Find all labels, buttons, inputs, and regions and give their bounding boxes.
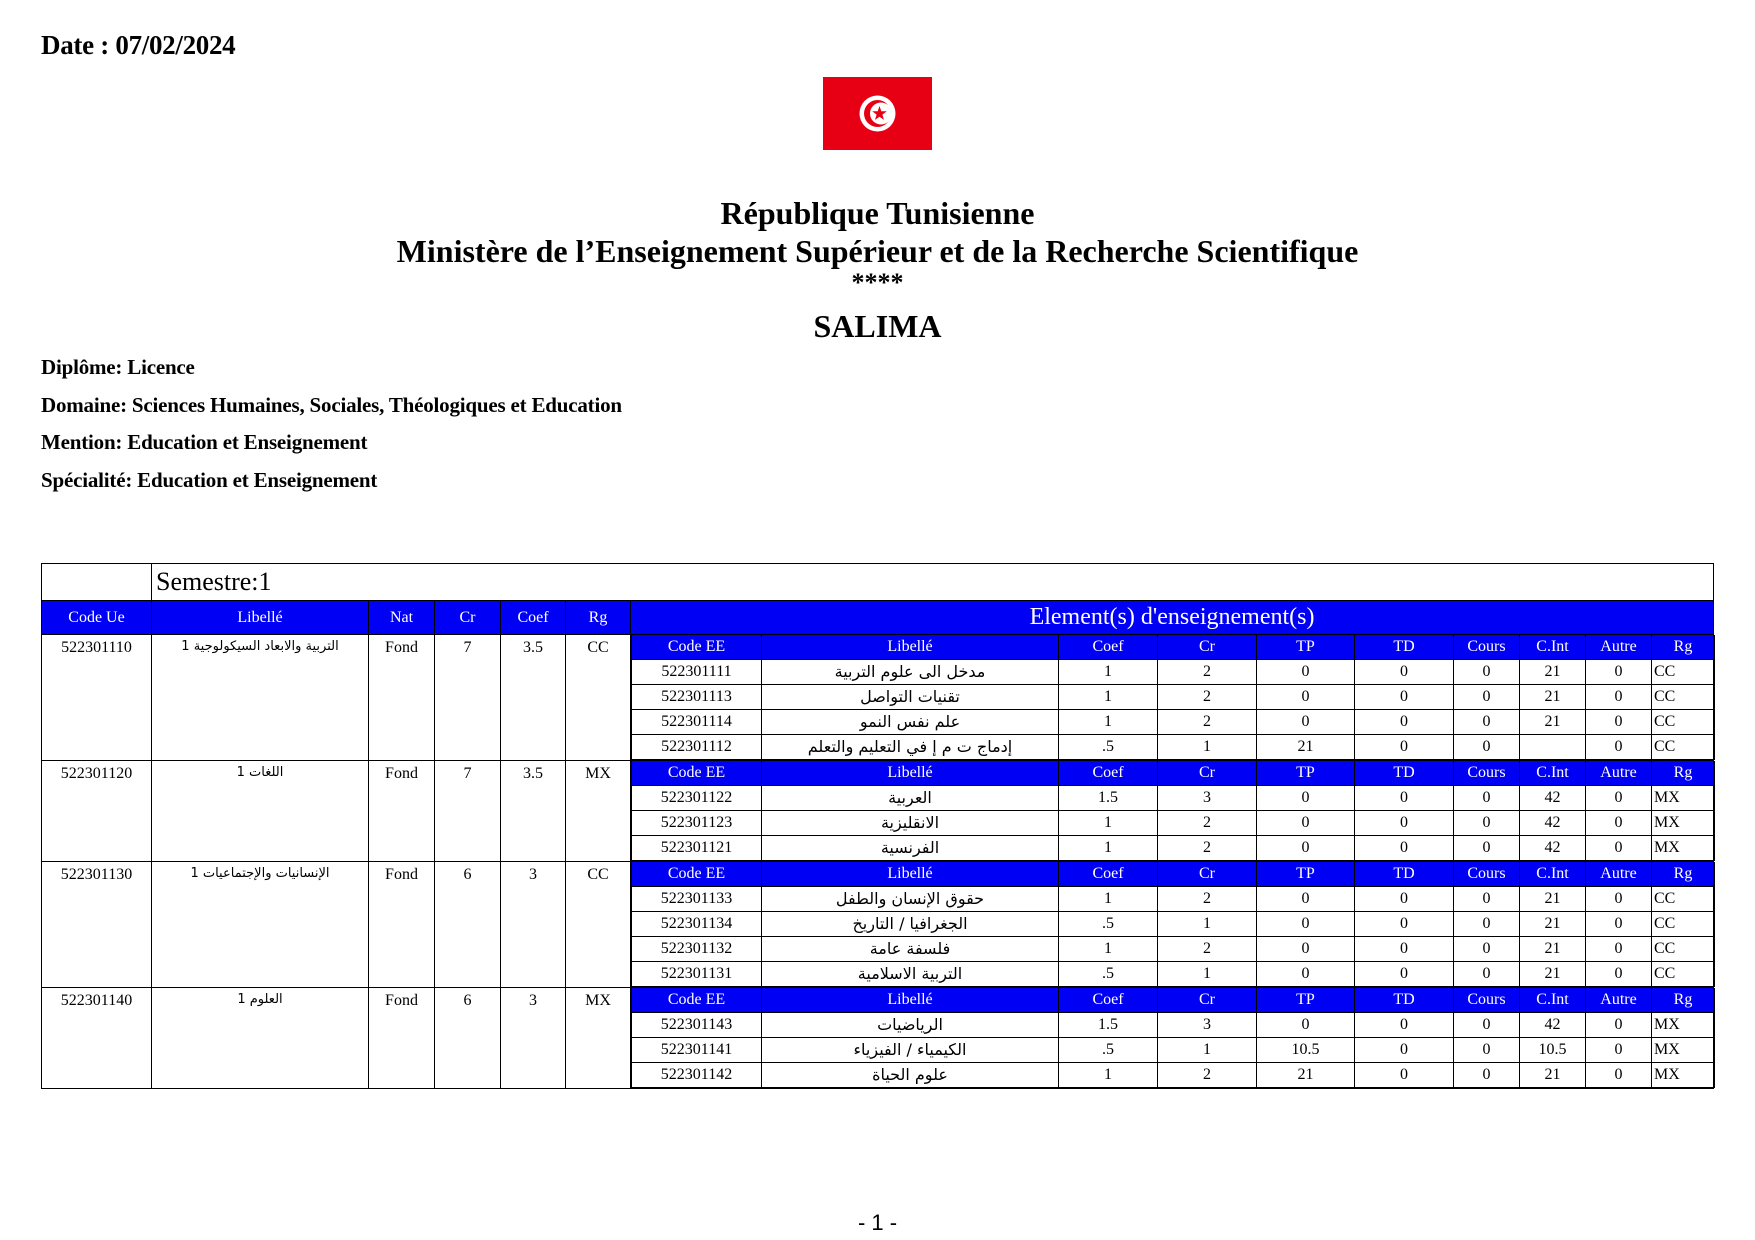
ee-header-cr: Cr	[1158, 988, 1257, 1013]
ee-cours-cell: 0	[1454, 735, 1520, 760]
ee-coef-cell: 1	[1059, 710, 1158, 735]
semestre-row	[42, 564, 1714, 601]
ee-row	[632, 937, 1715, 962]
ee-autre-cell: 0	[1586, 836, 1652, 861]
ee-cint-cell: 21	[1520, 1063, 1586, 1088]
ue-nat-cell: Fond	[369, 862, 435, 988]
ee-tp-cell: 21	[1257, 735, 1355, 760]
mention-label: Mention: Education et Enseignement	[41, 430, 368, 454]
ee-code-cell: 522301141	[632, 1038, 762, 1063]
ee-coef-cell: 1	[1059, 836, 1158, 861]
ee-cr-cell: 2	[1158, 811, 1257, 836]
ee-coef-cell: 1	[1059, 887, 1158, 912]
ee-code-cell: 522301113	[632, 685, 762, 710]
ue-code-cell: 522301140	[42, 988, 152, 1089]
ee-coef-cell: .5	[1059, 962, 1158, 987]
ee-rg-cell: MX	[1652, 811, 1715, 836]
ee-cint-cell: 42	[1520, 811, 1586, 836]
ee-header-row	[632, 635, 1715, 660]
ee-tp-cell: 0	[1257, 811, 1355, 836]
semestre-empty-cell	[42, 564, 152, 601]
ee-row	[632, 811, 1715, 836]
ee-libelle-cell: التربية الاسلامية	[762, 962, 1059, 987]
ee-header-autre: Autre	[1586, 862, 1652, 887]
ee-code-cell: 522301112	[632, 735, 762, 760]
ee-td-cell: 0	[1355, 1013, 1454, 1038]
ee-row	[632, 912, 1715, 937]
ee-cr-cell: 2	[1158, 887, 1257, 912]
ee-rg-cell: CC	[1652, 937, 1715, 962]
ee-td-cell: 0	[1355, 887, 1454, 912]
ee-autre-cell: 0	[1586, 660, 1652, 685]
ee-rg-cell: MX	[1652, 1063, 1715, 1088]
ee-header-cint: C.Int	[1520, 862, 1586, 887]
ee-tp-cell: 0	[1257, 685, 1355, 710]
ee-autre-cell: 0	[1586, 811, 1652, 836]
ee-cours-cell: 0	[1454, 1013, 1520, 1038]
ee-coef-cell: 1	[1059, 1063, 1158, 1088]
ee-autre-cell: 0	[1586, 710, 1652, 735]
ministry-title: Ministère de l’Enseignement Supérieur et de la Recherche Scientifique	[396, 233, 1359, 269]
ee-subtable-cell	[631, 988, 1714, 1089]
ue-libelle-cell: اللغات 1	[152, 761, 369, 862]
title-separator: ****	[851, 268, 904, 297]
ee-row	[632, 836, 1715, 861]
ee-header-tp: TP	[1257, 862, 1355, 887]
ee-header-rg: Rg	[1652, 862, 1715, 887]
ue-libelle-cell: العلوم 1	[152, 988, 369, 1089]
ee-td-cell: 0	[1355, 1038, 1454, 1063]
ee-autre-cell: 0	[1586, 962, 1652, 987]
ee-libelle-cell: الرياضيات	[762, 1013, 1059, 1038]
ee-td-cell: 0	[1355, 912, 1454, 937]
ee-cours-cell: 0	[1454, 710, 1520, 735]
ee-coef-cell: 1.5	[1059, 1013, 1158, 1038]
ee-autre-cell: 0	[1586, 685, 1652, 710]
ee-subtable	[631, 988, 1715, 1088]
ee-code-cell: 522301114	[632, 710, 762, 735]
ee-row	[632, 1038, 1715, 1063]
ee-header-cr: Cr	[1158, 862, 1257, 887]
ee-tp-cell: 0	[1257, 836, 1355, 861]
ee-rg-cell: MX	[1652, 1013, 1715, 1038]
ee-tp-cell: 0	[1257, 937, 1355, 962]
ee-td-cell: 0	[1355, 685, 1454, 710]
ee-header-cr: Cr	[1158, 635, 1257, 660]
ee-cours-cell: 0	[1454, 887, 1520, 912]
ee-subtable	[631, 761, 1715, 861]
ee-header-autre: Autre	[1586, 761, 1652, 786]
ee-coef-cell: 1	[1059, 811, 1158, 836]
tunisia-flag-icon	[823, 77, 932, 150]
ee-coef-cell: 1	[1059, 685, 1158, 710]
ee-cint-cell: 21	[1520, 937, 1586, 962]
ee-autre-cell: 0	[1586, 887, 1652, 912]
ee-header-td: TD	[1355, 635, 1454, 660]
ee-cint-cell: 21	[1520, 660, 1586, 685]
ue-nat-cell: Fond	[369, 635, 435, 761]
ee-td-cell: 0	[1355, 786, 1454, 811]
ee-header-coef: Coef	[1059, 988, 1158, 1013]
ue-header-row	[42, 601, 1714, 635]
ee-cint-cell: 21	[1520, 912, 1586, 937]
ee-cr-cell: 1	[1158, 1038, 1257, 1063]
ue-row	[42, 635, 1714, 761]
ee-td-cell: 0	[1355, 735, 1454, 760]
ee-libelle-cell: مدخل الى علوم التربية	[762, 660, 1059, 685]
ee-cint-cell: 21	[1520, 887, 1586, 912]
ee-autre-cell: 0	[1586, 735, 1652, 760]
ee-row	[632, 786, 1715, 811]
ee-libelle-cell: العربية	[762, 786, 1059, 811]
ee-header-tp: TP	[1257, 635, 1355, 660]
ee-td-cell: 0	[1355, 811, 1454, 836]
ee-coef-cell: 1.5	[1059, 786, 1158, 811]
ee-header-rg: Rg	[1652, 988, 1715, 1013]
ue-cr-cell: 7	[435, 635, 501, 761]
ee-code-cell: 522301132	[632, 937, 762, 962]
ee-subtable	[631, 635, 1715, 760]
header-cr: Cr	[435, 601, 501, 635]
ee-libelle-cell: علم نفس النمو	[762, 710, 1059, 735]
ee-td-cell: 0	[1355, 937, 1454, 962]
ee-libelle-cell: تقنيات التواصل	[762, 685, 1059, 710]
header-rg: Rg	[566, 601, 631, 635]
ue-cr-cell: 6	[435, 988, 501, 1089]
ee-subtable-cell	[631, 635, 1714, 761]
ee-header-libelle: Libellé	[762, 761, 1059, 786]
ee-autre-cell: 0	[1586, 1038, 1652, 1063]
ee-tp-cell: 10.5	[1257, 1038, 1355, 1063]
ue-row	[42, 988, 1714, 1089]
ee-row	[632, 710, 1715, 735]
ee-rg-cell: CC	[1652, 710, 1715, 735]
ue-code-cell: 522301110	[42, 635, 152, 761]
ee-header-code: Code EE	[632, 761, 762, 786]
ee-header-td: TD	[1355, 761, 1454, 786]
ee-row	[632, 735, 1715, 760]
curriculum-table	[41, 563, 1714, 1089]
ee-subtable-cell	[631, 761, 1714, 862]
ee-header-libelle: Libellé	[762, 635, 1059, 660]
ee-code-cell: 522301131	[632, 962, 762, 987]
ee-libelle-cell: فلسفة عامة	[762, 937, 1059, 962]
page-number: - 1 -	[857, 1210, 898, 1235]
ee-cours-cell: 0	[1454, 786, 1520, 811]
ue-rg-cell: MX	[566, 761, 631, 862]
ee-cr-cell: 2	[1158, 937, 1257, 962]
ue-coef-cell: 3.5	[501, 761, 566, 862]
ee-libelle-cell: الكيمياء / الفيزياء	[762, 1038, 1059, 1063]
ee-cours-cell: 0	[1454, 912, 1520, 937]
ee-header-cint: C.Int	[1520, 761, 1586, 786]
ee-code-cell: 522301121	[632, 836, 762, 861]
ee-cours-cell: 0	[1454, 811, 1520, 836]
ee-tp-cell: 0	[1257, 786, 1355, 811]
ee-rg-cell: MX	[1652, 836, 1715, 861]
ue-rg-cell: CC	[566, 635, 631, 761]
header-coef: Coef	[501, 601, 566, 635]
ee-header-code: Code EE	[632, 862, 762, 887]
ee-autre-cell: 0	[1586, 1063, 1652, 1088]
ue-nat-cell: Fond	[369, 988, 435, 1089]
ee-header-cr: Cr	[1158, 761, 1257, 786]
ee-cr-cell: 2	[1158, 836, 1257, 861]
ee-libelle-cell: علوم الحياة	[762, 1063, 1059, 1088]
semestre-label: Semestre:1	[152, 564, 1714, 601]
ee-cint-cell: 21	[1520, 710, 1586, 735]
ee-header-row	[632, 988, 1715, 1013]
ee-row	[632, 1063, 1715, 1088]
ee-row	[632, 1013, 1715, 1038]
ee-header-cours: Cours	[1454, 635, 1520, 660]
ee-rg-cell: CC	[1652, 685, 1715, 710]
ee-header-rg: Rg	[1652, 635, 1715, 660]
ee-cr-cell: 2	[1158, 1063, 1257, 1088]
ee-libelle-cell: الفرنسية	[762, 836, 1059, 861]
ue-nat-cell: Fond	[369, 761, 435, 862]
ee-row	[632, 660, 1715, 685]
ee-header-td: TD	[1355, 862, 1454, 887]
ee-tp-cell: 0	[1257, 710, 1355, 735]
ee-header-row	[632, 761, 1715, 786]
ee-cr-cell: 1	[1158, 735, 1257, 760]
domaine-label: Domaine: Sciences Humaines, Sociales, Théologiques et Education	[41, 393, 622, 417]
ee-code-cell: 522301143	[632, 1013, 762, 1038]
ee-header-coef: Coef	[1059, 635, 1158, 660]
ee-rg-cell: MX	[1652, 786, 1715, 811]
ee-subtable-cell	[631, 862, 1714, 988]
ee-td-cell: 0	[1355, 660, 1454, 685]
ee-header-rg: Rg	[1652, 761, 1715, 786]
header-nat: Nat	[369, 601, 435, 635]
institution-name: SALIMA	[813, 308, 942, 344]
ee-libelle-cell: الجغرافيا / التاريخ	[762, 912, 1059, 937]
ee-cours-cell: 0	[1454, 836, 1520, 861]
ee-header-libelle: Libellé	[762, 862, 1059, 887]
ee-code-cell: 522301133	[632, 887, 762, 912]
ee-row	[632, 887, 1715, 912]
ee-header-cours: Cours	[1454, 862, 1520, 887]
ee-code-cell: 522301142	[632, 1063, 762, 1088]
ee-cr-cell: 1	[1158, 912, 1257, 937]
ee-libelle-cell: الانقليزية	[762, 811, 1059, 836]
ee-header-tp: TP	[1257, 988, 1355, 1013]
ee-row	[632, 962, 1715, 987]
ee-header-td: TD	[1355, 988, 1454, 1013]
ue-rg-cell: MX	[566, 988, 631, 1089]
ee-td-cell: 0	[1355, 710, 1454, 735]
ee-header-libelle: Libellé	[762, 988, 1059, 1013]
ee-cint-cell: 10.5	[1520, 1038, 1586, 1063]
ee-cours-cell: 0	[1454, 685, 1520, 710]
ee-code-cell: 522301134	[632, 912, 762, 937]
ee-cr-cell: 3	[1158, 786, 1257, 811]
ee-header-tp: TP	[1257, 761, 1355, 786]
ee-subtable	[631, 862, 1715, 987]
ue-code-cell: 522301120	[42, 761, 152, 862]
ee-tp-cell: 0	[1257, 962, 1355, 987]
ee-td-cell: 0	[1355, 1063, 1454, 1088]
ee-code-cell: 522301111	[632, 660, 762, 685]
header-code-ue: Code Ue	[42, 601, 152, 635]
ee-cint-cell: 21	[1520, 962, 1586, 987]
ee-cint-cell	[1520, 735, 1586, 760]
ee-cours-cell: 0	[1454, 937, 1520, 962]
ee-rg-cell: CC	[1652, 912, 1715, 937]
ue-code-cell: 522301130	[42, 862, 152, 988]
ee-cint-cell: 42	[1520, 836, 1586, 861]
ee-header-code: Code EE	[632, 988, 762, 1013]
header-libelle: Libellé	[152, 601, 369, 635]
republic-title: République Tunisienne	[720, 195, 1035, 231]
ue-libelle-cell: الإنسانيات والإجتماعيات 1	[152, 862, 369, 988]
ee-coef-cell: .5	[1059, 735, 1158, 760]
ue-rg-cell: CC	[566, 862, 631, 988]
ee-code-cell: 522301122	[632, 786, 762, 811]
ee-header-autre: Autre	[1586, 635, 1652, 660]
ee-row	[632, 685, 1715, 710]
ee-libelle-cell: إدماج ت م إ في التعليم والتعلم	[762, 735, 1059, 760]
ue-coef-cell: 3	[501, 988, 566, 1089]
ee-header-cint: C.Int	[1520, 635, 1586, 660]
ue-coef-cell: 3.5	[501, 635, 566, 761]
ee-td-cell: 0	[1355, 836, 1454, 861]
ee-autre-cell: 0	[1586, 937, 1652, 962]
ee-tp-cell: 21	[1257, 1063, 1355, 1088]
ee-coef-cell: 1	[1059, 660, 1158, 685]
ee-rg-cell: CC	[1652, 735, 1715, 760]
ee-rg-cell: CC	[1652, 660, 1715, 685]
ee-cr-cell: 2	[1158, 685, 1257, 710]
ee-cr-cell: 3	[1158, 1013, 1257, 1038]
ee-autre-cell: 0	[1586, 912, 1652, 937]
ee-header-coef: Coef	[1059, 761, 1158, 786]
ee-coef-cell: .5	[1059, 1038, 1158, 1063]
ee-cours-cell: 0	[1454, 660, 1520, 685]
ee-td-cell: 0	[1355, 962, 1454, 987]
ee-tp-cell: 0	[1257, 887, 1355, 912]
ee-tp-cell: 0	[1257, 912, 1355, 937]
header-elements-enseignement: Element(s) d'enseignement(s)	[631, 601, 1714, 635]
ee-coef-cell: .5	[1059, 912, 1158, 937]
specialite-label: Spécialité: Education et Enseignement	[41, 468, 378, 492]
ee-cint-cell: 42	[1520, 786, 1586, 811]
ue-cr-cell: 6	[435, 862, 501, 988]
ee-rg-cell: CC	[1652, 962, 1715, 987]
ee-cours-cell: 0	[1454, 962, 1520, 987]
ee-header-code: Code EE	[632, 635, 762, 660]
ee-cours-cell: 0	[1454, 1063, 1520, 1088]
ee-cint-cell: 42	[1520, 1013, 1586, 1038]
ue-cr-cell: 7	[435, 761, 501, 862]
ee-rg-cell: MX	[1652, 1038, 1715, 1063]
ee-libelle-cell: حقوق الإنسان والطفل	[762, 887, 1059, 912]
ee-tp-cell: 0	[1257, 1013, 1355, 1038]
ee-coef-cell: 1	[1059, 937, 1158, 962]
ee-cr-cell: 2	[1158, 660, 1257, 685]
ee-header-cint: C.Int	[1520, 988, 1586, 1013]
diplome-label: Diplôme: Licence	[41, 355, 195, 379]
ee-header-cours: Cours	[1454, 761, 1520, 786]
ee-code-cell: 522301123	[632, 811, 762, 836]
ue-row	[42, 761, 1714, 862]
ee-cr-cell: 2	[1158, 710, 1257, 735]
ee-cours-cell: 0	[1454, 1038, 1520, 1063]
ee-cr-cell: 1	[1158, 962, 1257, 987]
ee-header-cours: Cours	[1454, 988, 1520, 1013]
ee-autre-cell: 0	[1586, 786, 1652, 811]
ee-rg-cell: CC	[1652, 887, 1715, 912]
ee-header-coef: Coef	[1059, 862, 1158, 887]
ee-tp-cell: 0	[1257, 660, 1355, 685]
ee-header-row	[632, 862, 1715, 887]
ee-cint-cell: 21	[1520, 685, 1586, 710]
ee-autre-cell: 0	[1586, 1013, 1652, 1038]
ue-row	[42, 862, 1714, 988]
ee-header-autre: Autre	[1586, 988, 1652, 1013]
document-date: Date : 07/02/2024	[41, 30, 236, 60]
ue-coef-cell: 3	[501, 862, 566, 988]
ue-libelle-cell: التربية والابعاد السيكولوجية 1	[152, 635, 369, 761]
